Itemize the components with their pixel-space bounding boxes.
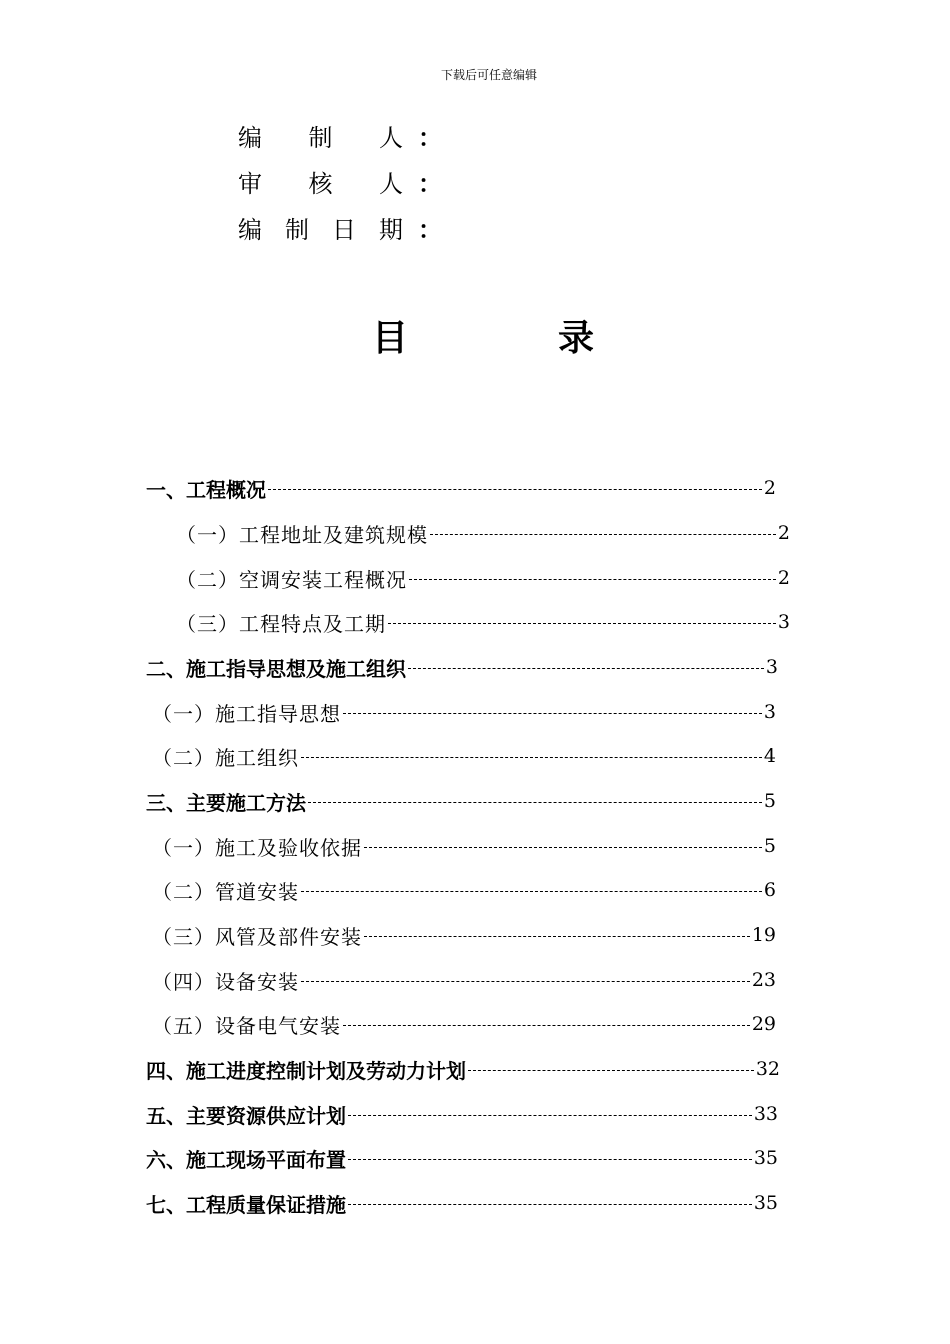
toc-entry-text: 二、施工指导思想及施工组织 (146, 656, 406, 681)
toc-entry[interactable] (152, 826, 776, 866)
meta-colon: ： (418, 169, 442, 198)
toc-entry[interactable] (146, 1094, 778, 1134)
meta-label-compiler: 编制人 (238, 124, 403, 152)
toc-entry-text: （四）设备安装 (152, 969, 299, 994)
toc-entry-page: 19 (751, 924, 776, 946)
toc-entry[interactable] (152, 960, 776, 1000)
toc-entry[interactable] (152, 692, 776, 732)
toc-entry-text: （一）施工指导思想 (152, 701, 341, 726)
toc-entry-text: （二）管道安装 (152, 879, 299, 904)
toc-entry[interactable] (152, 1004, 776, 1044)
toc-entry-page: 35 (753, 1147, 778, 1169)
toc-entry-text: （二）空调安装工程概况 (176, 567, 407, 592)
toc-entry[interactable] (152, 736, 776, 776)
toc-entry-page: 3 (763, 701, 776, 723)
toc-leader (301, 980, 750, 982)
toc-leader (388, 622, 776, 624)
toc-entry-text: （一）施工及验收依据 (152, 835, 362, 860)
toc-entry-text: 四、施工进度控制计划及劳动力计划 (146, 1058, 466, 1083)
toc-leader (408, 667, 764, 669)
toc-leader (308, 801, 762, 803)
toc-leader (364, 935, 750, 937)
toc-entry-page: 4 (763, 745, 776, 767)
toc-leader (268, 488, 762, 490)
toc-leader (348, 1114, 752, 1116)
toc-leader (348, 1158, 752, 1160)
toc-title: 目录 (372, 317, 594, 359)
toc-entry-page: 5 (763, 835, 776, 857)
toc-entry-page: 32 (755, 1058, 780, 1080)
header-note: 下载后可任意编辑 (440, 68, 537, 82)
toc-entry-page: 2 (777, 567, 790, 589)
toc-entry[interactable] (146, 468, 776, 508)
toc-leader (364, 846, 762, 848)
toc-entry-page: 29 (751, 1013, 776, 1035)
meta-label-date: 编制日期 (238, 216, 403, 244)
toc-leader (468, 1069, 754, 1071)
toc-entry-text: 三、主要施工方法 (146, 790, 306, 815)
toc-entry-page: 6 (763, 879, 776, 901)
toc-leader (301, 756, 762, 758)
toc-entry[interactable] (176, 558, 790, 598)
toc-entry-page: 33 (753, 1103, 778, 1125)
toc-entry-page: 35 (753, 1192, 778, 1214)
toc-entry-text: 五、主要资源供应计划 (146, 1103, 346, 1128)
toc-entry-page: 2 (763, 477, 776, 499)
meta-colon: ： (418, 123, 442, 152)
toc-entry[interactable] (146, 781, 776, 821)
toc-entry-text: 七、工程质量保证措施 (146, 1192, 346, 1217)
toc-entry[interactable] (152, 915, 776, 955)
toc-leader (348, 1203, 752, 1205)
toc-leader (301, 890, 762, 892)
toc-entry-text: （一）工程地址及建筑规模 (176, 522, 428, 547)
toc-entry[interactable] (146, 1049, 780, 1089)
toc-entry-page: 23 (751, 969, 776, 991)
toc-leader (409, 578, 776, 580)
meta-label-reviewer: 审核人 (238, 170, 403, 198)
toc-entry-page: 2 (777, 522, 790, 544)
toc-entry-text: 六、施工现场平面布置 (146, 1147, 346, 1172)
toc-entry-text: （三）风管及部件安装 (152, 924, 362, 949)
toc-entry-text: （五）设备电气安装 (152, 1013, 341, 1038)
toc-leader (430, 533, 776, 535)
toc-entry[interactable] (146, 1183, 778, 1223)
toc-entry[interactable] (146, 1138, 778, 1178)
toc-entry-text: （二）施工组织 (152, 745, 299, 770)
toc-entry[interactable] (176, 602, 790, 642)
toc-entry[interactable] (146, 647, 778, 687)
toc-entry-page: 3 (777, 611, 790, 633)
toc-entry-page: 3 (765, 656, 778, 678)
meta-colon: ： (418, 215, 442, 244)
toc-entry[interactable] (176, 513, 790, 553)
toc-leader (343, 1024, 750, 1026)
toc-entry[interactable] (152, 870, 776, 910)
toc-entry-page: 5 (763, 790, 776, 812)
toc-entry-text: （三）工程特点及工期 (176, 611, 386, 636)
toc-leader (343, 712, 762, 714)
toc-entry-text: 一、工程概况 (146, 477, 266, 502)
